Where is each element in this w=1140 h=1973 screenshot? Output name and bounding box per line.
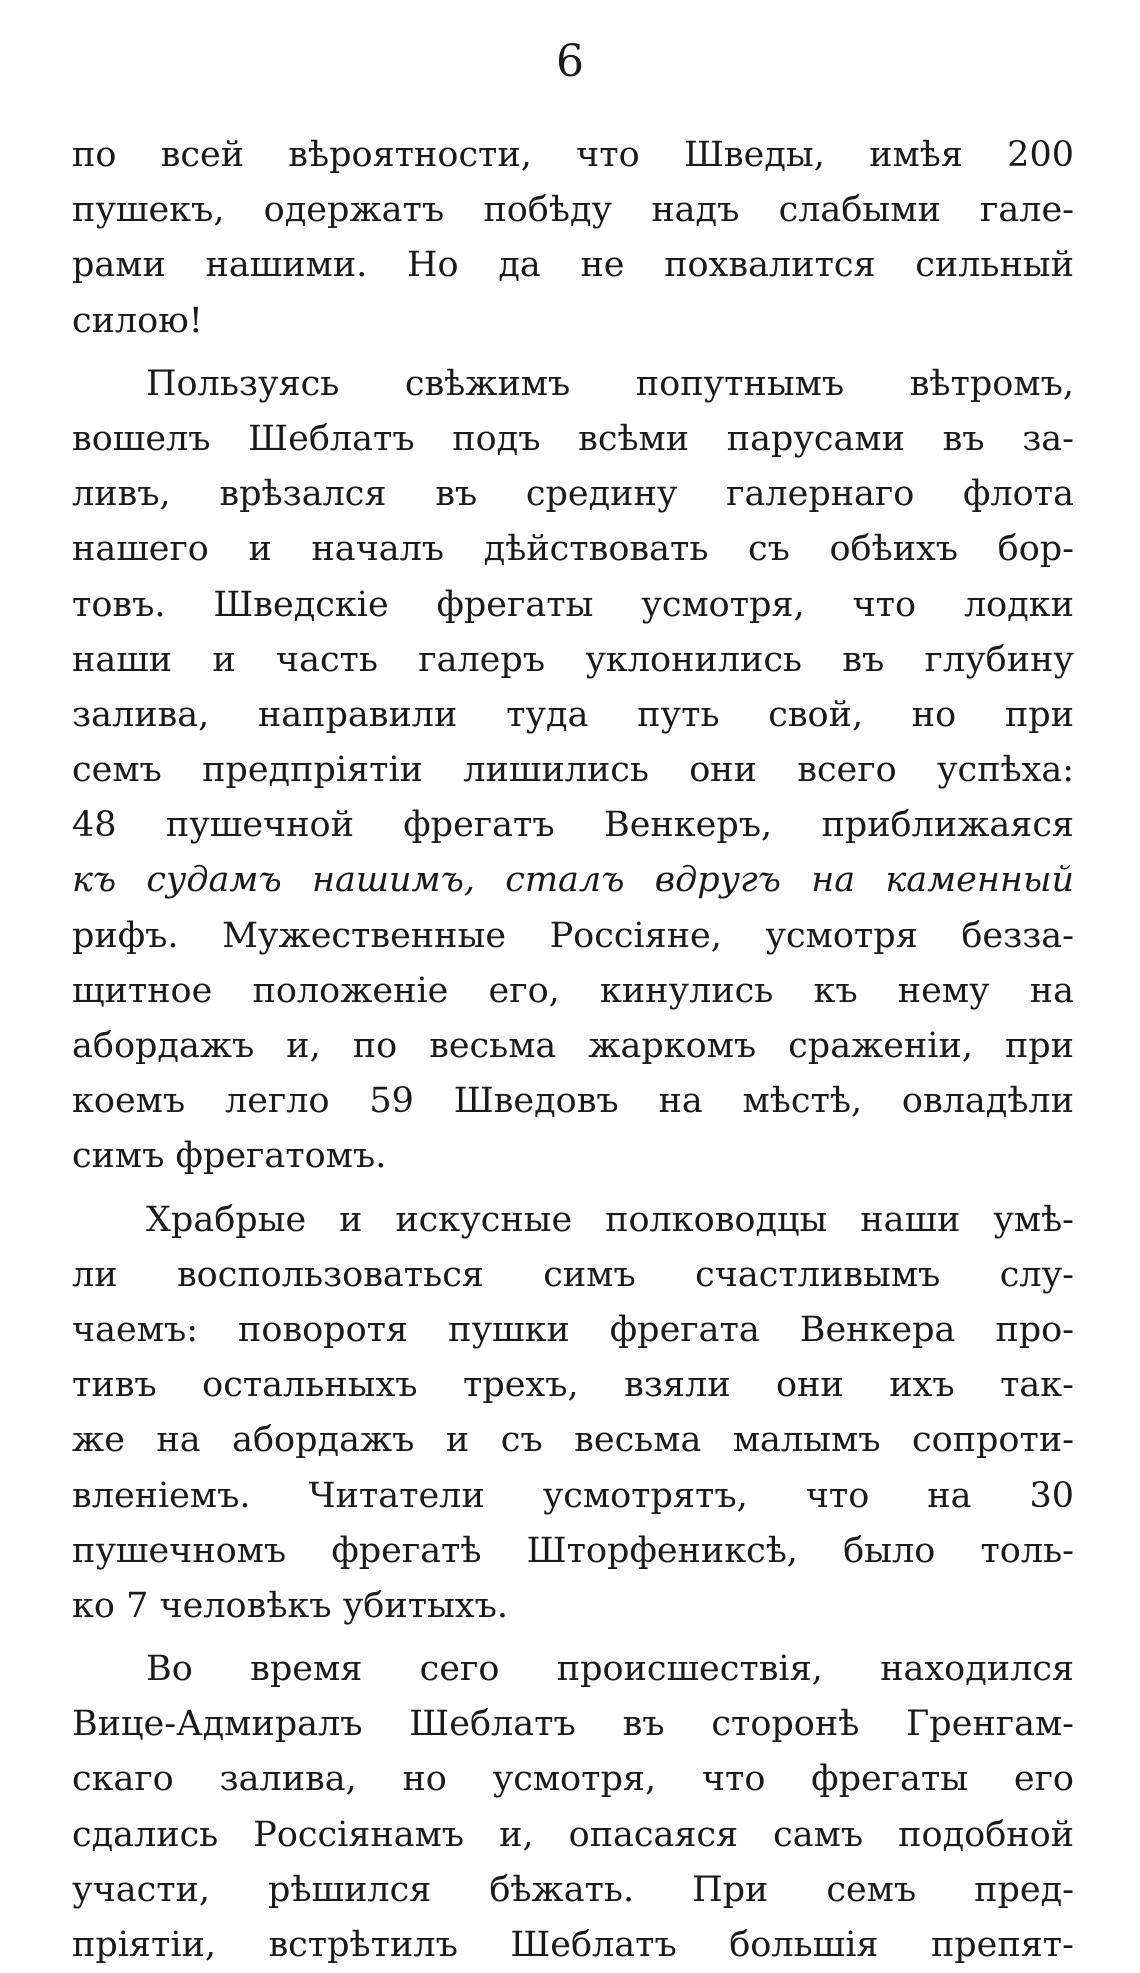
page-number: 6 xyxy=(556,36,584,87)
text-line: Вице-Адмиралъ Шеблатъ въ сторонѣ Гренгам- xyxy=(72,1704,1074,1745)
text-line: чаемъ: поворотя пушки фрегата Венкера про- xyxy=(72,1309,1074,1350)
text-line: семъ предпріятіи лишились они всего успѣха: xyxy=(72,750,1074,791)
text-line: ко 7 человѣкъ убитыхъ. xyxy=(72,1585,509,1626)
text-line: скаго залива, но усмотря, что фрегаты его xyxy=(72,1759,1074,1800)
paragraph-2 xyxy=(72,357,1074,1185)
text-line: нашего и началъ дѣйствовать съ обѣихъ бор- xyxy=(72,529,1074,570)
text-line: къ судамъ нашимъ, сталъ вдругъ на каменный xyxy=(72,860,1074,901)
text-line: щитное положеніе его, кинулись къ нему на xyxy=(72,970,1074,1011)
paragraph-3 xyxy=(72,1193,1074,1635)
text-line: же на абордажъ и съ весьма малымъ сопроти- xyxy=(72,1420,1074,1461)
text-line: Храбрые и искусные полководцы наши умѣ- xyxy=(146,1199,1074,1240)
text-line: 48 пушечной фрегатъ Венкеръ, приближаяся xyxy=(72,805,1074,846)
text-line: по всей вѣроятности, что Шведы, имѣя 200 xyxy=(72,135,1074,175)
text-line: рами нашими. Но да не похвалится сильный xyxy=(72,245,1074,286)
text-line: симъ фрегатомъ. xyxy=(72,1136,387,1177)
text-line: силою! xyxy=(72,300,203,341)
text-line: абордажъ и, по весьма жаркомъ сраженіи, при xyxy=(72,1026,1074,1066)
text-line: ли воспользоваться симъ счастливымъ слу- xyxy=(72,1254,1074,1295)
text-line: рифъ. Мужественные Россіяне, усмотря безза- xyxy=(72,915,1074,956)
text-line: тивъ остальныхъ трехъ, взяли они ихъ так- xyxy=(72,1365,1074,1406)
paragraph-1 xyxy=(72,128,1074,349)
text-line: Пользуясь свѣжимъ попутнымъ вѣтромъ, xyxy=(146,363,1074,404)
text-line: пушекъ, одержатъ побѣду надъ слабыми гале- xyxy=(72,190,1074,231)
text-line: Во время сего происшествія, находился xyxy=(146,1649,1074,1690)
text-line: ливъ, врѣзался въ средину галернаго флота xyxy=(72,474,1074,515)
text-line: пушечномъ фрегатѣ Шторфениксѣ, было толь- xyxy=(72,1530,1074,1571)
text-line: пріятіи, встрѣтилъ Шеблатъ большія препят- xyxy=(72,1925,1074,1965)
body-text xyxy=(72,128,1074,1973)
text-line: коемъ легло 59 Шведовъ на мѣстѣ, овладѣли xyxy=(72,1081,1074,1122)
paragraph-4 xyxy=(72,1642,1074,1973)
text-line: участи, рѣшился бѣжать. При семъ пред- xyxy=(72,1869,1074,1910)
text-line: сдались Россіянамъ и, опасаяся самъ подобной xyxy=(72,1814,1074,1855)
text-line: вошелъ Шеблатъ подъ всѣми парусами въ за- xyxy=(72,418,1074,459)
text-line: наши и часть галеръ уклонились въ глубину xyxy=(72,639,1074,680)
text-line: залива, направили туда путь свой, но при xyxy=(72,694,1074,735)
text-line: вленіемъ. Читатели усмотрятъ, что на 30 xyxy=(72,1475,1074,1516)
text-line: товъ. Шведскіе фрегаты усмотря, что лодки xyxy=(72,584,1074,625)
